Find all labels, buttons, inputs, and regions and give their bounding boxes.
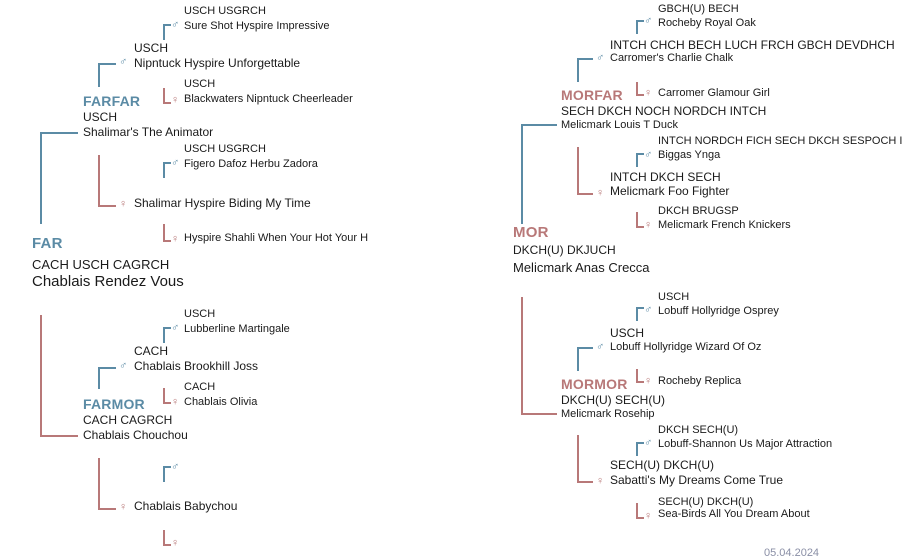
- farfar-mother-name[interactable]: Shalimar Hyspire Biding My Time: [134, 196, 311, 210]
- farfar-father-name[interactable]: Nipntuck Hyspire Unforgettable: [134, 56, 301, 70]
- mor-role-label: MOR: [513, 224, 549, 241]
- connector-line: [577, 481, 593, 483]
- morfar-titles: SECH DKCH NOCH NORDCH INTCH: [561, 104, 767, 118]
- farfar-name[interactable]: Shalimar's The Animator: [83, 125, 214, 139]
- connector-line: [636, 442, 638, 456]
- connector-line: [636, 517, 644, 519]
- male-icon: ♂: [644, 149, 653, 161]
- connector-line: [636, 381, 644, 383]
- connector-line: [636, 307, 644, 309]
- morfar-father-titles: INTCH CHCH BECH LUCH FRCH GBCH DEVDHCH: [610, 38, 895, 52]
- female-icon: ♀: [596, 475, 605, 487]
- morfar-ff-name[interactable]: Rocheby Royal Oak: [658, 17, 756, 29]
- connector-line: [163, 162, 171, 164]
- connector-line: [577, 347, 579, 371]
- female-icon: ♀: [644, 219, 653, 231]
- connector-line: [163, 466, 165, 482]
- connector-line: [577, 435, 579, 483]
- morfar-role-label: MORFAR: [561, 87, 623, 103]
- connector-line: [40, 132, 78, 134]
- morfar-father-name[interactable]: Carromer's Charlie Chalk: [610, 52, 734, 64]
- morfar-fm-name[interactable]: Carromer Glamour Girl: [658, 87, 770, 99]
- farfar-mf-name[interactable]: Figero Dafoz Herbu Zadora: [184, 158, 318, 170]
- connector-line: [163, 162, 165, 178]
- mormor-mm-name[interactable]: Sea-Birds All You Dream About: [658, 508, 810, 520]
- connector-line: [163, 102, 171, 104]
- male-icon: ♂: [171, 461, 180, 473]
- connector-line: [636, 20, 644, 22]
- connector-line: [636, 153, 638, 167]
- female-icon: ♀: [644, 510, 653, 522]
- farmor-fm-titles: CACH: [184, 381, 216, 393]
- mor-name[interactable]: Melicmark Anas Crecca: [513, 260, 650, 275]
- connector-line: [636, 94, 644, 96]
- morfar-mm-name[interactable]: Melicmark French Knickers: [658, 219, 791, 231]
- connector-line: [636, 153, 644, 155]
- connector-line: [163, 24, 171, 26]
- farfar-fm-titles: USCH: [184, 78, 216, 90]
- morfar-ff-titles: GBCH(U) BECH: [658, 3, 739, 15]
- connector-line: [636, 442, 644, 444]
- connector-line: [577, 58, 593, 60]
- connector-line: [577, 193, 593, 195]
- morfar-mother-titles: INTCH DKCH SECH: [610, 170, 721, 184]
- connector-line: [98, 367, 116, 369]
- female-icon: ♀: [644, 375, 653, 387]
- far-role-label: FAR: [32, 235, 63, 252]
- male-icon: ♂: [171, 322, 180, 334]
- connector-line: [163, 240, 171, 242]
- connector-line: [98, 367, 100, 389]
- connector-line: [98, 205, 116, 207]
- morfar-mm-titles: DKCH BRUGSP: [658, 205, 739, 217]
- connector-line: [577, 58, 579, 82]
- connector-line: [98, 155, 100, 207]
- mormor-titles: DKCH(U) SECH(U): [561, 393, 665, 407]
- farfar-ff-titles: USCH USGRCH: [184, 5, 266, 17]
- mormor-fm-name[interactable]: Rocheby Replica: [658, 375, 742, 387]
- far-name[interactable]: Chablais Rendez Vous: [32, 273, 184, 290]
- morfar-mf-name[interactable]: Biggas Ynga: [658, 149, 721, 161]
- female-icon: ♀: [119, 501, 128, 513]
- footer-date: 05.04.2024: [764, 547, 820, 559]
- male-icon: ♂: [596, 52, 605, 64]
- mor-titles: DKCH(U) DKJUCH: [513, 243, 616, 257]
- connector-line: [163, 402, 171, 404]
- connector-line: [577, 347, 593, 349]
- farfar-mf-titles: USCH USGRCH: [184, 143, 266, 155]
- mormor-ff-titles: USCH: [658, 291, 690, 303]
- connector-line: [98, 458, 100, 510]
- connector-line: [521, 413, 557, 415]
- connector-line: [163, 327, 165, 343]
- connector-line: [163, 24, 165, 40]
- connector-line: [163, 327, 171, 329]
- connector-line: [636, 307, 638, 321]
- mormor-mm-titles: SECH(U) DKCH(U): [658, 496, 754, 508]
- connector-line: [521, 297, 523, 415]
- male-icon: ♂: [171, 19, 180, 31]
- connector-line: [98, 508, 116, 510]
- farfar-role-label: FARFAR: [83, 93, 141, 109]
- farfar-fm-name[interactable]: Blackwaters Nipntuck Cheerleader: [184, 93, 353, 105]
- male-icon: ♂: [119, 360, 128, 372]
- connector-line: [40, 315, 42, 437]
- farfar-mm-name[interactable]: Hyspire Shahli When Your Hot Your H: [184, 232, 369, 244]
- farfar-father-titles: USCH: [134, 41, 169, 55]
- mormor-father-titles: USCH: [610, 326, 645, 340]
- connector-line: [98, 63, 116, 65]
- farmor-role-label: FARMOR: [83, 396, 145, 412]
- mormor-name[interactable]: Melicmark Rosehip: [561, 408, 655, 420]
- male-icon: ♂: [171, 157, 180, 169]
- farmor-father-titles: CACH: [134, 344, 169, 358]
- far-titles: CACH USCH CAGRCH: [32, 257, 170, 272]
- male-icon: ♂: [644, 304, 653, 316]
- mormor-mf-name[interactable]: Lobuff-Shannon Us Major Attraction: [658, 438, 833, 450]
- connector-line: [521, 124, 557, 126]
- connector-line: [163, 544, 171, 546]
- male-icon: ♂: [596, 341, 605, 353]
- connector-line: [521, 124, 523, 224]
- connector-line: [163, 466, 171, 468]
- connector-line: [40, 132, 42, 224]
- connector-line: [636, 226, 644, 228]
- morfar-mother-name[interactable]: Melicmark Foo Fighter: [610, 184, 730, 198]
- mormor-mother-name[interactable]: Sabatti's My Dreams Come True: [610, 473, 784, 487]
- male-icon: ♂: [644, 437, 653, 449]
- farfar-titles: USCH: [83, 110, 118, 124]
- connector-line: [40, 435, 78, 437]
- female-icon: ♀: [171, 94, 180, 106]
- mormor-mf-titles: DKCH SECH(U): [658, 424, 739, 436]
- farmor-name[interactable]: Chablais Chouchou: [83, 428, 188, 442]
- morfar-mf-titles: INTCH NORDCH FICH SECH DKCH SESPOCH I: [658, 135, 903, 147]
- male-icon: ♂: [644, 15, 653, 27]
- mormor-ff-name[interactable]: Lobuff Hollyridge Osprey: [658, 305, 779, 317]
- female-icon: ♀: [119, 198, 128, 210]
- farmor-ff-titles: USCH: [184, 308, 216, 320]
- farmor-mother-name[interactable]: Chablais Babychou: [134, 499, 238, 513]
- connector-line: [98, 63, 100, 87]
- female-icon: ♀: [171, 233, 180, 245]
- female-icon: ♀: [596, 187, 605, 199]
- female-icon: ♀: [171, 396, 180, 408]
- mormor-role-label: MORMOR: [561, 376, 628, 392]
- farmor-father-name[interactable]: Chablais Brookhill Joss: [134, 359, 259, 373]
- farfar-ff-name[interactable]: Sure Shot Hyspire Impressive: [184, 20, 330, 32]
- mormor-father-name[interactable]: Lobuff Hollyridge Wizard Of Oz: [610, 341, 762, 353]
- morfar-name[interactable]: Melicmark Louis T Duck: [561, 119, 678, 131]
- farmor-titles: CACH CAGRCH: [83, 413, 173, 427]
- male-icon: ♂: [119, 56, 128, 68]
- mormor-mother-titles: SECH(U) DKCH(U): [610, 458, 714, 472]
- female-icon: ♀: [171, 537, 180, 549]
- female-icon: ♀: [644, 87, 653, 99]
- farmor-fm-name[interactable]: Chablais Olivia: [184, 396, 258, 408]
- farmor-ff-name[interactable]: Lubberline Martingale: [184, 323, 290, 335]
- connector-line: [636, 20, 638, 34]
- connector-line: [577, 147, 579, 195]
